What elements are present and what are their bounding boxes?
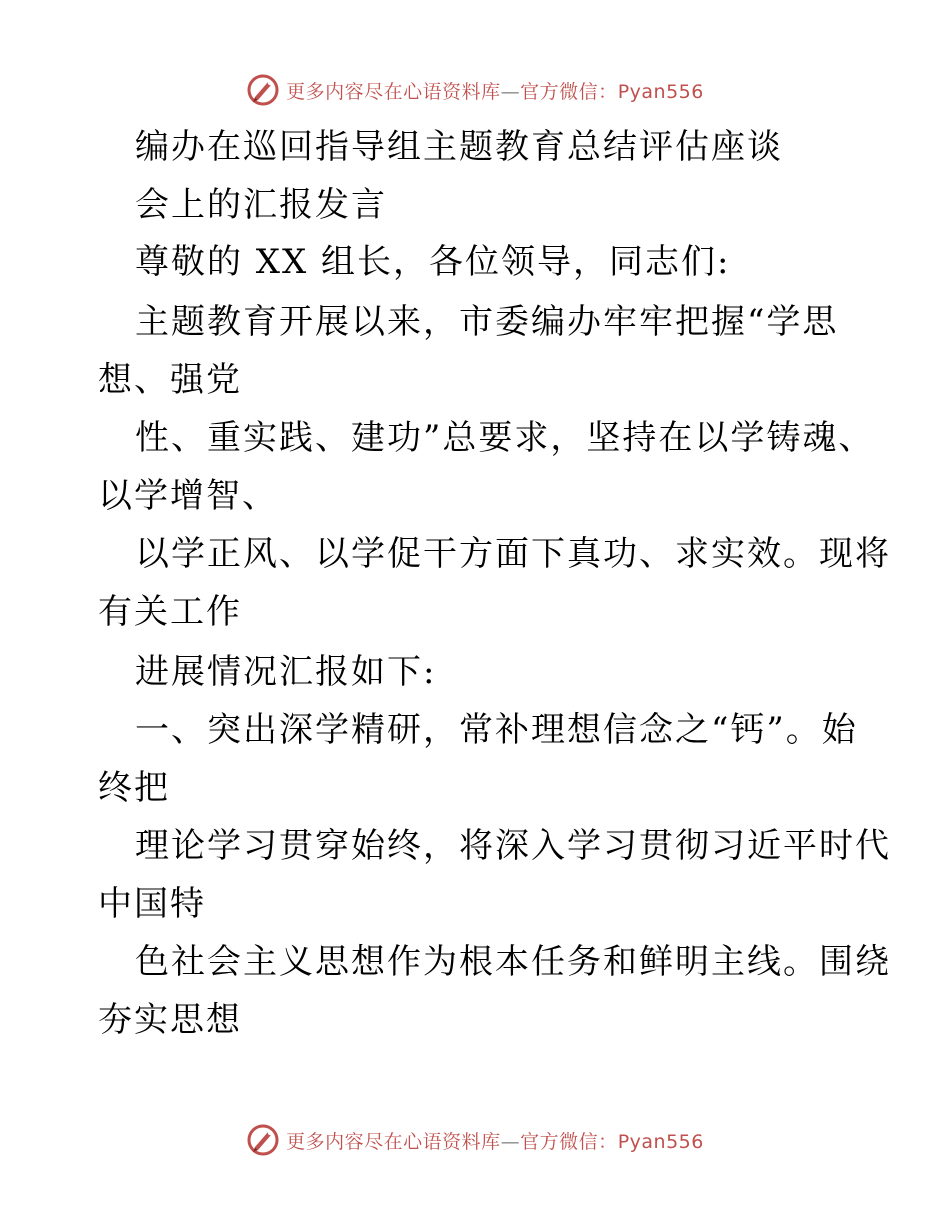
paragraph-line: 终把 (98, 768, 170, 808)
paragraph-line: 夯实思想 (98, 1000, 242, 1040)
paragraph-line: 性、重实践、建功”总要求，坚持在以学铸魂、 (135, 418, 875, 458)
paragraph-line: 以学正风、以学促干方面下真功、求实效。现将 (135, 534, 891, 574)
banner-site: 更多内容尽在心语资料库 (286, 1130, 501, 1153)
banner-wechat-label: 官方微信： (520, 80, 618, 103)
banner-wechat-handle: Pyan556 (617, 80, 704, 103)
paragraph-line: 主题教育开展以来，市委编办牢牢把握“学思 (135, 302, 839, 342)
paragraph-line: 中国特 (98, 884, 206, 924)
paragraph-line: 进展情况汇报如下: (135, 652, 437, 692)
banner-wechat-label: 官方微信： (520, 1130, 618, 1153)
title-line-2: 会上的汇报发言 (135, 185, 387, 225)
paragraph-line: 理论学习贯穿始终，将深入学习贯彻习近平时代 (135, 826, 891, 866)
paragraph-line: 想、强党 (98, 360, 242, 400)
banner-site: 更多内容尽在心语资料库 (286, 80, 501, 103)
paragraph-line: 有关工作 (98, 592, 242, 632)
paragraph-line: 色社会主义思想作为根本任务和鲜明主线。围绕 (135, 942, 891, 982)
paragraph-line: 以学增智、 (98, 476, 278, 516)
banner-separator: — (500, 1130, 521, 1153)
banner-text (286, 1127, 704, 1154)
salutation: 尊敬的 XX 组长，各位领导，同志们: (135, 242, 731, 282)
section-heading-line: 一、突出深学精研，常补理想信念之“钙”。始 (135, 710, 858, 750)
title-line-1: 编办在巡回指导组主题教育总结评估座谈 (135, 127, 783, 167)
footer-banner (0, 1120, 950, 1160)
banner-wechat-handle: Pyan556 (617, 1130, 704, 1153)
pen-circle-logo-icon (246, 1123, 280, 1157)
banner-separator: — (500, 80, 521, 103)
